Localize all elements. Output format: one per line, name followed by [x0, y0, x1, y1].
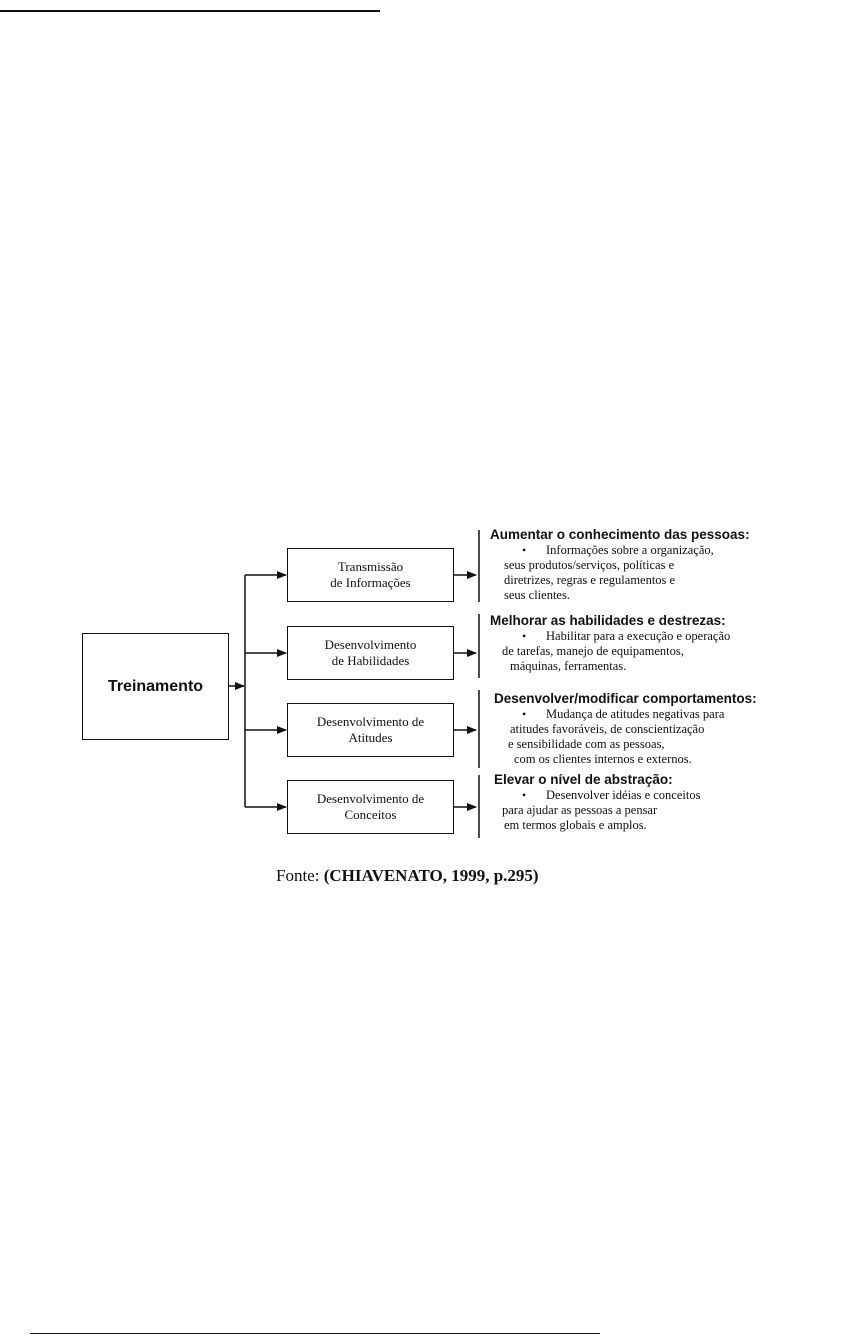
description-block-2	[490, 613, 835, 674]
description-title-4: Elevar o nível de abstração:	[494, 772, 673, 787]
child-node-box-4	[287, 780, 454, 834]
child-node-label-4: Desenvolvimento de Conceitos	[316, 790, 425, 822]
description-title-3: Desenvolver/modificar comportamentos:	[494, 691, 757, 706]
description-line: e sensibilidade com as pessoas,	[508, 737, 665, 751]
root-node-label: Treinamento	[107, 677, 204, 695]
description-block-4	[490, 772, 835, 833]
description-line: para ajudar as pessoas a pensar	[502, 803, 658, 817]
description-bullet-line-2	[490, 629, 835, 644]
description-text: Habilitar para a execução e operação	[546, 629, 731, 643]
child-node-label-1: Transmissão de Informações	[330, 558, 411, 590]
caption-prefix: Fonte:	[276, 866, 324, 885]
description-bullet-line-1	[490, 543, 835, 558]
bullet-icon: •	[522, 543, 527, 557]
bullet-icon: •	[522, 788, 527, 802]
root-node-box	[82, 633, 229, 740]
child-node-label-3: Desenvolvimento de Atitudes	[316, 713, 425, 745]
description-bullet-line-4	[490, 788, 835, 803]
description-line: em termos globais e amplos.	[504, 818, 647, 832]
description-text: Mudança de atitudes negativas para	[546, 707, 725, 721]
description-text: Desenvolver idéias e conceitos	[546, 788, 701, 802]
description-line: atitudes favoráveis, de conscientização	[510, 722, 705, 736]
bullet-icon: •	[522, 629, 527, 643]
description-block-3	[490, 691, 835, 767]
description-line: máquinas, ferramentas.	[510, 659, 627, 673]
caption-source: (CHIAVENATO, 1999, p.295)	[323, 866, 539, 885]
description-line: diretrizes, regras e regulamentos e	[504, 573, 676, 587]
description-line: de tarefas, manejo de equipamentos,	[502, 644, 684, 658]
description-line: seus produtos/serviços, políticas e	[504, 558, 675, 572]
description-line: seus clientes.	[504, 588, 570, 602]
child-node-label-2: Desenvolvimento de Habilidades	[324, 636, 417, 668]
child-node-box-2	[287, 626, 454, 680]
child-node-box-3	[287, 703, 454, 757]
description-text: Informações sobre a organização,	[546, 543, 714, 557]
description-bullet-line-3	[490, 707, 835, 722]
child-node-box-1	[287, 548, 454, 602]
description-line: com os clientes internos e externos.	[514, 752, 692, 766]
description-title-2: Melhorar as habilidades e destrezas:	[490, 613, 726, 628]
description-block-1	[490, 527, 835, 603]
figure-caption	[276, 866, 539, 886]
bullet-icon: •	[522, 707, 527, 721]
description-title-1: Aumentar o conhecimento das pessoas:	[490, 527, 750, 542]
footnote-rule	[30, 1333, 600, 1334]
